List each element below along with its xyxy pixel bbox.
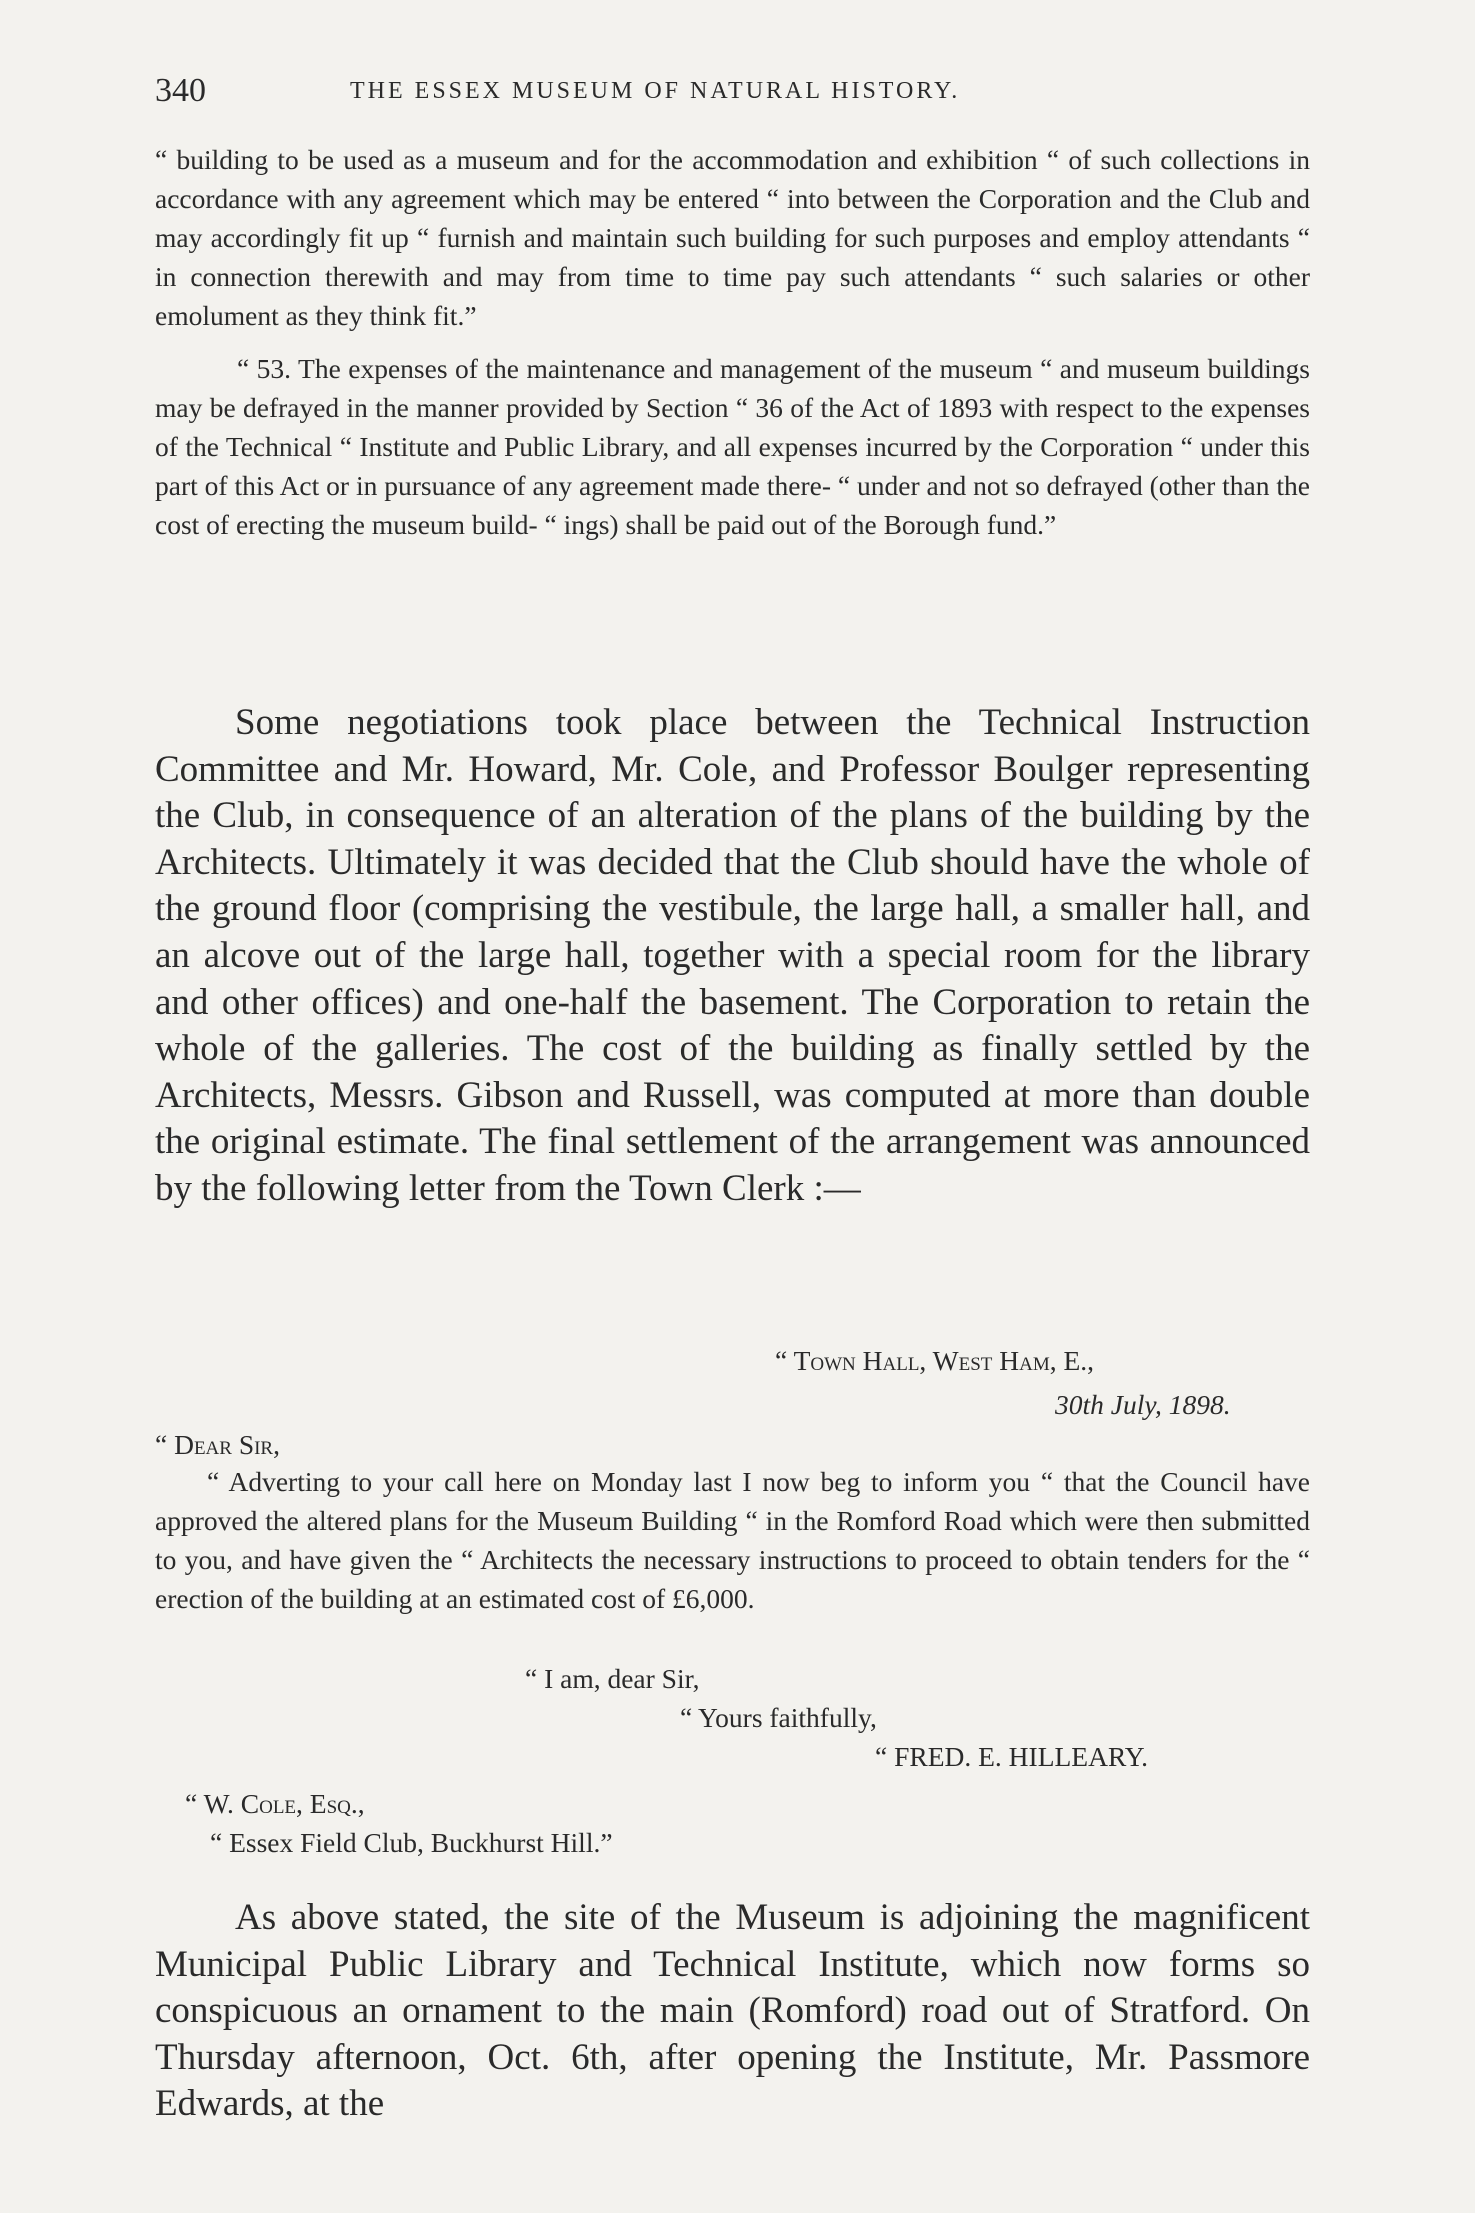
paragraph-site: As above stated, the site of the Museum is adjoining the magnificent Municipal Public Library and Technical Institute, which now forms so conspicuous an ornament to the main (Romford) road out of Stratford. On Thursday afternoon, Oct. 6th, after opening the Institute, Mr. Passmore Edwards, at the: [155, 1897, 1310, 2125]
letter-closing-1: “ I am, dear Sir,: [525, 1663, 700, 1694]
letter-recipient-name: “ W. Cole, Esq.,: [185, 1788, 365, 1819]
running-head: [155, 72, 1310, 112]
letter-body-block: [155, 1462, 1310, 1618]
letter-salutation: “ Dear Sir,: [155, 1429, 280, 1460]
body-paragraph-site: [155, 1895, 1310, 2128]
running-title: THE ESSEX MUSEUM OF NATURAL HISTORY.: [350, 78, 961, 104]
quote-section-53: “ 53. The expenses of the maintenance and management of the museum “ and museum buildings may be defrayed in the manner provided by Section “ 36 of the Act of 1893 with respect to the expenses of the Technical “ Institute and Public Library, and all expenses incurred by the Corporation “ under this part of this Act or in pursuance of any agreement made there- “ under and not so defrayed (other than the cost of erecting the museum build- “ ings) shall be paid out of the Borough fund.”: [155, 353, 1310, 540]
letter-body: “ Adverting to your call here on Monday last I now beg to inform you “ that the Council have approved the altered plans for the Museum Building “ in the Romford Road which were then submitted to you, and have given the “ Architects the necessary instructions to proceed to obtain tenders for the “ erection of the building at an estimated cost of £6,000.: [155, 1466, 1310, 1614]
letter-address: “ Town Hall, West Ham, E.,: [775, 1345, 1095, 1376]
quote-section-52-end: “ building to be used as a museum and for the accommodation and exhibition “ of such collections in accordance with any agreement which may be entered “ into between the Corporation and the Club and may accordingly fit up “ furnish and maintain such building for such purposes and employ attendants “ in connection therewith and may from time to time pay such attendants “ such salaries or other emolument as they think fit.”: [155, 144, 1310, 331]
body-paragraph-negotiations: [155, 700, 1310, 1213]
letter-closing-2: “ Yours faithfully,: [680, 1702, 877, 1733]
page-number: 340: [155, 72, 206, 109]
paragraph-negotiations: Some negotiations took place between the Technical Instruction Committee and Mr. Howard, Mr. Cole, and Professor Boulger representing the Club, in consequence of an alteration of the plans of the building by the Architects. Ultimately it was decided that the Club should have the whole of the ground floor (comprising the vestibule, the large hall, a smaller hall, and an alcove out of the large hall, together with a special room for the library and other offices) and one-half the basement. The Corporation to retain the whole of the galleries. The cost of the building as finally settled by the Architects, Messrs. Gibson and Russell, was computed at more than double the original estimate. The final settlement of the arrangement was announced by the following letter from the Town Clerk :—: [155, 702, 1310, 1209]
letter-recipient-address: “ Essex Field Club, Buckhurst Hill.”: [210, 1827, 613, 1858]
letter-date: 30th July, 1898.: [1055, 1389, 1231, 1420]
quoted-act-text: [155, 140, 1310, 544]
letter-signature: “ FRED. E. HILLEARY.: [875, 1741, 1148, 1772]
